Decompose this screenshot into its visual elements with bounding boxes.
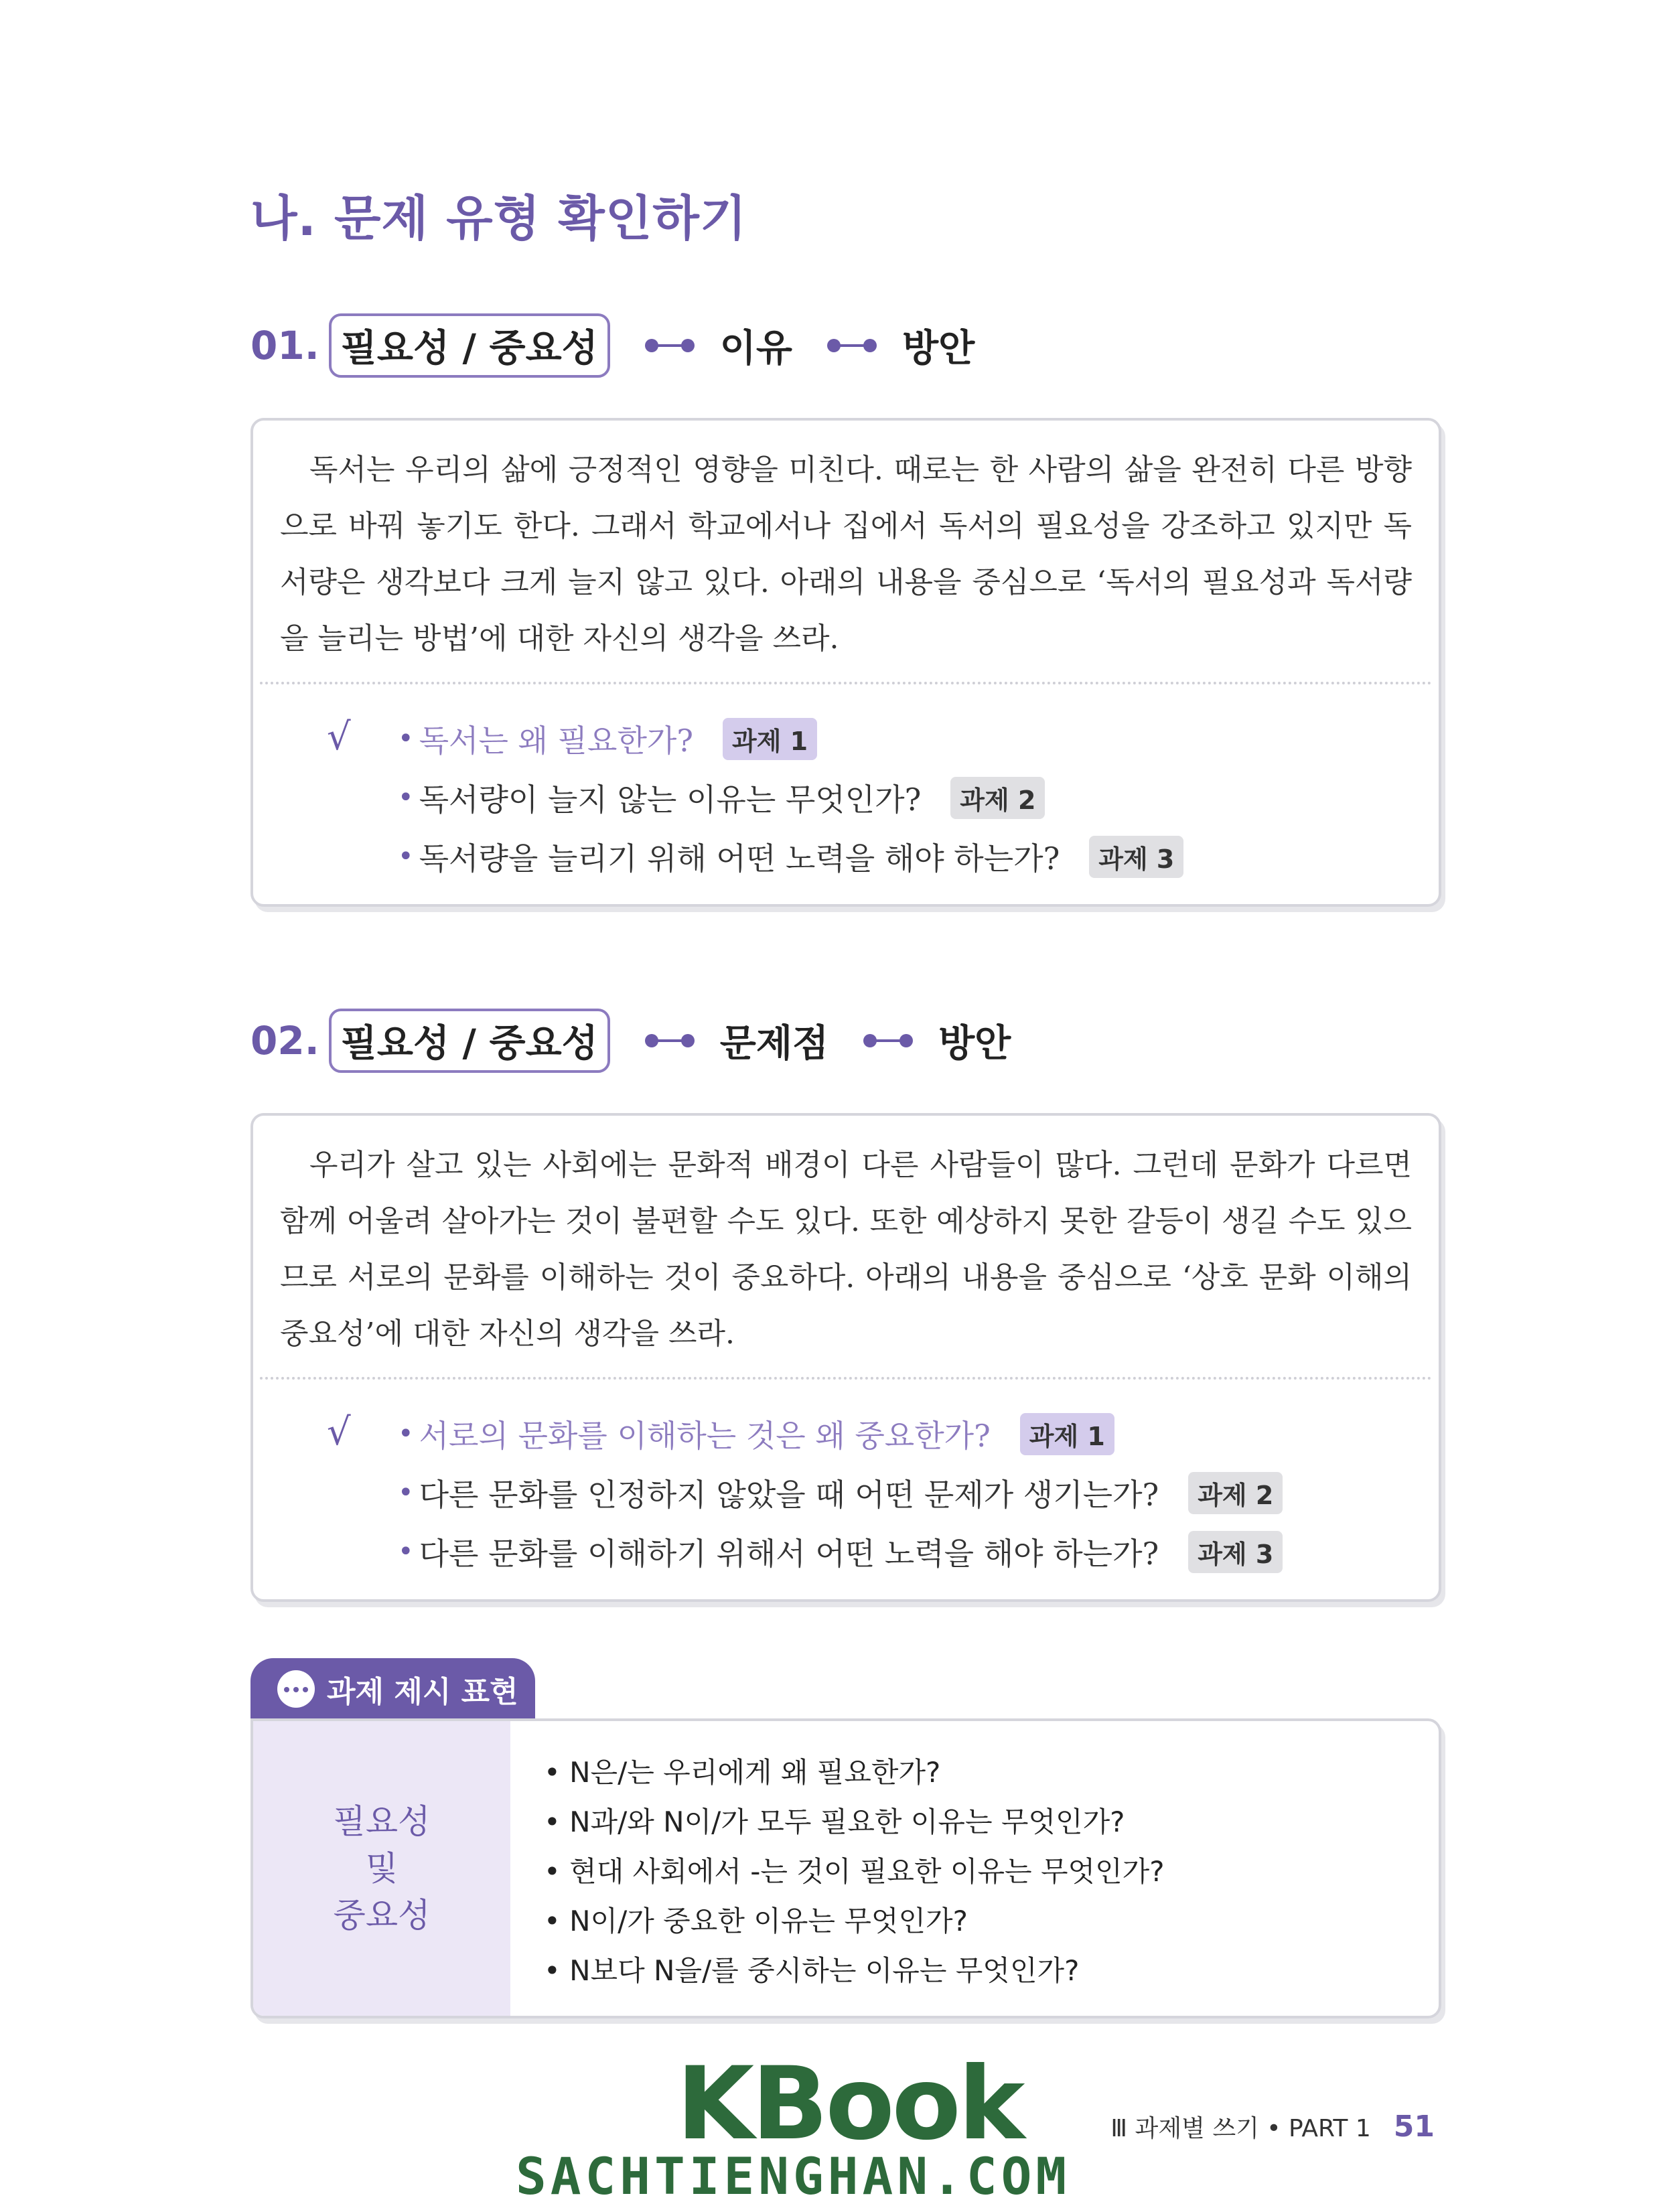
- problem-step-3: 방안: [938, 1022, 1011, 1065]
- problem-step-2: 이유: [719, 327, 792, 370]
- problem-step-2: 문제점: [719, 1022, 829, 1065]
- expression-list: [544, 1748, 1165, 1996]
- section-title: 나. 문제 유형 확인하기: [250, 190, 747, 246]
- question-item: • 독서는 왜 필요한가? 과제 1: [398, 717, 817, 761]
- expressions-box: [250, 1718, 1441, 2018]
- problem-1-box: [250, 418, 1441, 907]
- task-badge: 과제 2: [1188, 1472, 1283, 1514]
- expression-item: • 현대 사회에서 -는 것이 필요한 이유는 무엇인가?: [544, 1855, 1165, 1888]
- check-icon: √: [327, 1410, 351, 1454]
- question-item: • 다른 문화를 이해하기 위해서 어떤 노력을 해야 하는가? 과제 3: [398, 1530, 1283, 1574]
- problem-1-heading: [250, 312, 975, 379]
- expression-item: • N은/는 우리에게 왜 필요한가?: [544, 1756, 941, 1789]
- task-badge: 과제 3: [1089, 836, 1183, 878]
- expression-item: • N과/와 N이/가 모두 필요한 이유는 무엇인가?: [544, 1805, 1125, 1838]
- problem-2-heading: [250, 1007, 1011, 1074]
- question-item: • 다른 문화를 인정하지 않았을 때 어떤 문제가 생기는가? 과제 2: [398, 1471, 1283, 1515]
- divider: [260, 682, 1432, 684]
- task-badge: 과제 3: [1188, 1531, 1283, 1573]
- question-item: • 서로의 문화를 이해하는 것은 왜 중요한가? 과제 1: [398, 1412, 1114, 1456]
- speech-bubble-icon: [277, 1670, 315, 1708]
- footer-chapter: Ⅲ 과제별 쓰기 • PART 1: [1110, 2115, 1371, 2142]
- problem-type-pill: 필요성 / 중요성: [329, 1009, 610, 1073]
- connector-arrow-icon: [645, 338, 695, 353]
- question-item: • 독서량을 늘리기 위해 어떤 노력을 해야 하는가? 과제 3: [398, 834, 1183, 879]
- question-item: • 독서량이 늘지 않는 이유는 무엇인가? 과제 2: [398, 776, 1045, 820]
- task-badge: 과제 1: [1020, 1413, 1114, 1455]
- expressions-tab: [250, 1658, 535, 1720]
- page-footer: [1110, 2110, 1435, 2144]
- expressions-tab-label: 과제 제시 표현: [327, 1675, 518, 1709]
- expression-item: • N보다 N을/를 중시하는 이유는 무엇인가?: [544, 1954, 1080, 1987]
- connector-arrow-icon: [863, 1033, 913, 1048]
- problem-number: 01.: [250, 323, 319, 368]
- check-icon: √: [327, 715, 351, 759]
- problem-type-pill: 필요성 / 중요성: [329, 313, 610, 378]
- watermark-logo: KBook: [676, 2046, 1023, 2162]
- expression-category: 필요성 및 중요성: [253, 1721, 510, 2016]
- problem-number: 02.: [250, 1018, 319, 1063]
- page-number: 51: [1393, 2110, 1435, 2144]
- task-badge: 과제 2: [950, 777, 1045, 819]
- watermark-site: SACHTIENGHAN.COM: [516, 2146, 1071, 2206]
- connector-arrow-icon: [645, 1033, 695, 1048]
- problem-step-3: 방안: [901, 327, 975, 370]
- connector-arrow-icon: [827, 338, 877, 353]
- divider: [260, 1377, 1432, 1380]
- task-badge: 과제 1: [723, 718, 817, 760]
- problem-2-box: [250, 1113, 1441, 1602]
- problem-1-paragraph: 독서는 우리의 삶에 긍정적인 영향을 미친다. 때로는 한 사람의 삶을 완전히 다른 방향으로 바꿔 놓기도 한다. 그래서 학교에서나 집에서 독서의 필요성을 강조하고 있지만 독서량은 생각보다 크게 늘지 않고 있다. 아래의 내용을 중심으로 ‘독서의 필요성과 독서량을 늘리는 방법’에 대한 자신의 생각을 쓰라.: [280, 453, 1412, 656]
- expression-item: • N이/가 중요한 이유는 무엇인가?: [544, 1905, 968, 1937]
- problem-2-paragraph: 우리가 살고 있는 사회에는 문화적 배경이 다른 사람들이 많다. 그런데 문화가 다르면 함께 어울려 살아가는 것이 불편할 수도 있다. 또한 예상하지 못한 갈등이 생길 수도 있으므로 서로의 문화를 이해하는 것이 중요하다. 아래의 내용을 중심으로 ‘상호 문화 이해의 중요성’에 대한 자신의 생각을 쓰라.: [280, 1148, 1412, 1351]
